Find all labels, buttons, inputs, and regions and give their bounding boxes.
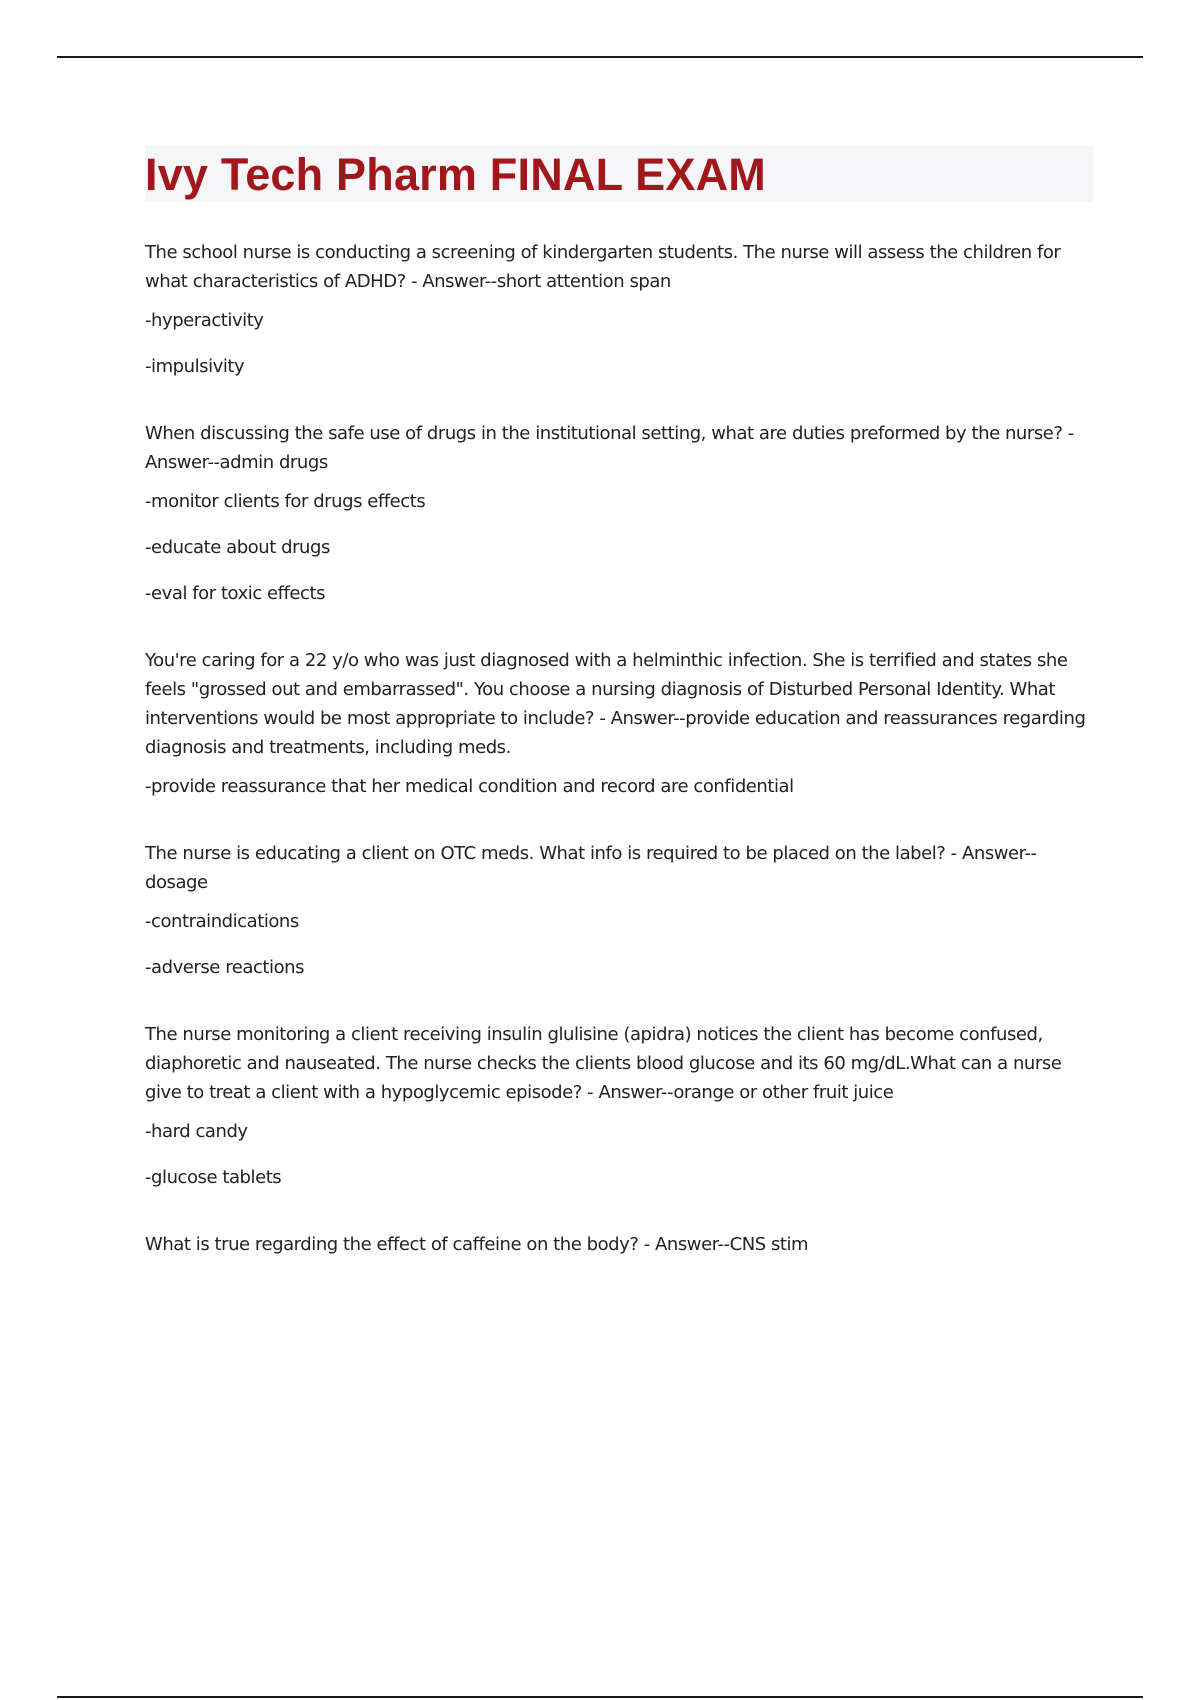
question-text: The nurse is educating a client on OTC meds. What info is required to be placed on the label? - Answer--dosage: [145, 843, 1037, 893]
answer-item: -impulsivity: [145, 356, 245, 377]
document-body: [145, 146, 1093, 1297]
question-block-2: [145, 419, 1093, 608]
question-block-5: [145, 1020, 1093, 1192]
answer-item: -glucose tablets: [145, 1167, 282, 1188]
answer-item: -provide reassurance that her medical condition and record are confidential: [145, 776, 794, 797]
answer-item: -monitor clients for drugs effects: [145, 491, 426, 512]
question-text: You're caring for a 22 y/o who was just diagnosed with a helminthic infection. She is terrified and states she feels "grossed out and embarrassed". You choose a nursing diagnosis of Disturbed Personal Identity. What interventions would be most appropriate to include? - Answer--provide education and reassurances regarding diagnosis and treatments, including meds.: [145, 650, 1086, 758]
question-text: What is true regarding the effect of caffeine on the body? - Answer--CNS stim: [145, 1234, 809, 1255]
question-block-4: [145, 839, 1093, 982]
answer-item: -educate about drugs: [145, 537, 330, 558]
answer-item: -hard candy: [145, 1121, 248, 1142]
answer-item: -adverse reactions: [145, 957, 305, 978]
top-rule: [57, 56, 1143, 58]
answer-item: -hyperactivity: [145, 310, 264, 331]
title-band: [145, 146, 1093, 202]
question-block-3: [145, 646, 1093, 801]
answer-item: -eval for toxic effects: [145, 583, 326, 604]
question-text: When discussing the safe use of drugs in the institutional setting, what are duties preformed by the nurse? - Answer--admin drugs: [145, 423, 1074, 473]
bottom-rule: [57, 1696, 1143, 1698]
answer-item: -contraindications: [145, 911, 299, 932]
question-block-6: [145, 1230, 1093, 1259]
question-block-1: [145, 238, 1093, 381]
question-text: The nurse monitoring a client receiving insulin glulisine (apidra) notices the client has become confused, diaphoretic and nauseated. The nurse checks the clients blood glucose and its 60 mg/dL.What can a nurse give to treat a client with a hypoglycemic episode? - Answer--orange or other fruit juice: [145, 1024, 1062, 1103]
document-title: Ivy Tech Pharm FINAL EXAM: [145, 148, 766, 200]
question-text: The school nurse is conducting a screening of kindergarten students. The nurse will assess the children for what characteristics of ADHD? - Answer--short attention span: [145, 242, 1061, 292]
